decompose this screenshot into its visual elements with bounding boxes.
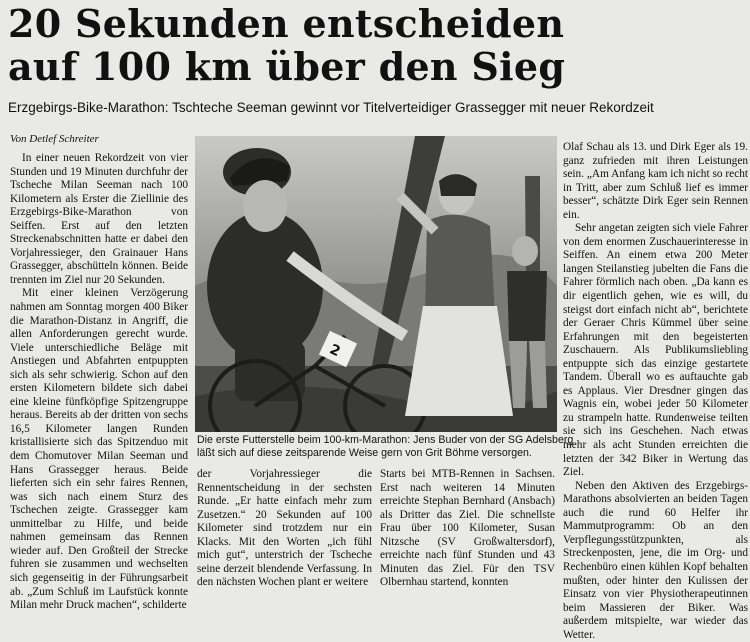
byline: Von Detlef Schreiter xyxy=(10,133,99,145)
paragraph: Mit einer kleinen Verzögerung nahmen am Sonntag morgen 400 Biker die Marathon-Distanz in Angriff, die allen Anforderungen gerecht wurde. Viele unterschiedliche Beläge mit Anstiegen und Abfahrten entpuppten sich als sehr schwierig. Schon auf den ersten Kilometern bildete sich dabei eine kleine fünfköpfige Spitzengruppe heraus. Bereits ab der dritten von sechs 16,5 Kilometer langen Runden kristallisierte sich das Spitzenduo mit dem Chomutover Milan Seeman und Hans Grassegger heraus. Beide lieferten sich ein sehr faires Rennen, was sich nach einem Sturz des Tschechen zeigte. Grassegger kam unmittelbar zu Hilfe, und beide nahmen gemeinsam das Rennen wieder auf. Den Großteil der Strecke fuhren sie zusammen und wechselten sich gegenseitig in der Führungsarbeit ab. „Zum Schluß im Laufstück konnte Milan mehr Druck machen“, schilderte xyxy=(10,287,188,612)
subheadline: Erzgebirgs-Bike-Marathon: Tschteche Seeman gewinnt vor Titelverteidiger Grassegger mit neuer Rekordzeit xyxy=(8,100,654,115)
article-column-left xyxy=(10,152,188,613)
article-column-right xyxy=(563,141,748,642)
paragraph: Starts bei MTB-Rennen in Sachsen. Erst nach weiteren 14 Minuten erreichte Stephan Bernhard (Ansbach) als Dritter das Ziel. Die schnellste Frau über 100 Kilometer, Susan Nitzsche (SV Großwaltersdorf), erreichte nach fünf Stunden und 43 Minuten das Ziel. Für den TSV Olbernhau startend, konnten xyxy=(380,468,555,589)
headline-line-2: auf 100 km über den Sieg xyxy=(8,44,566,89)
photo-caption xyxy=(197,434,574,460)
paragraph: Olaf Schau als 13. und Dirk Eger als 19. ganz zufrieden mit ihren Leistungen sein. „Am Anfang kam ich nicht so recht in Tritt, aber zum Schluß lief es immer besser“, schätzte Dirk Eger sein Rennen ein. xyxy=(563,141,748,221)
headline-line-1: 20 Sekunden entscheiden xyxy=(8,1,565,46)
caption-line-1: Die erste Futterstelle beim 100-km-Marathon: Jens Buder von der SG Adelsberg xyxy=(197,434,574,446)
race-photo xyxy=(195,136,557,432)
article-column-bottom-1 xyxy=(197,468,372,590)
paragraph: In einer neuen Rekordzeit von vier Stunden und 19 Minuten durchfuhr der Tscheche Milan Seeman nach 100 Kilometern als Erster die Ziellinie des Erzgebirgs-Bike-Marathon von Seiffen. Erst auf den letzten Streckenabschnitten hatte er dabei den Vorjahressieger, den Grainauer Hans Grassegger, abschütteln können. Beide trennten im Ziel nur 20 Sekunden. xyxy=(10,152,188,286)
headline xyxy=(8,2,748,88)
caption-line-2: läßt sich auf diese zeitsparende Weise gern von Grit Böhme versorgen. xyxy=(197,447,532,459)
paragraph: Sehr angetan zeigten sich viele Fahrer von dem enormen Zuschauerinteresse in Seiffen. An einem etwa 200 Meter langen Steilanstieg jubelten die Fans die Fahrer förmlich nach oben. „Da kann es dir eigentlich gehen, wie es will, du steigst dort einfach nicht ab“, berichtete der Geraer Chris Kümmel über seine Erfahrungen mit den begeisterten Zuschauern. Als Publikumsliebling entpuppte sich das einzige gestartete Tandem. Überall wo es auftauchte gab es Applaus. Vier Dresdner gingen das Wagnis ein, wobei jeder 50 Kilometer zu strampeln hatte. Rundenweise teilten sie sich ins Geschehen. Nach etwas mehr als acht Stunden erreichten die letzten der 342 Biker in Wertung das Ziel. xyxy=(563,222,748,479)
race-photo-image xyxy=(195,136,557,432)
paragraph: der Vorjahressieger die Rennentscheidung in der sechsten Runde. „Er hatte einfach mehr zum Zusetzen.“ 20 Sekunden auf 100 Kilometer sind trotzdem nur ein Klacks. Mit den Worten „ich fühl mich gut“, unterstrich der Tscheche seine derzeit blendende Verfassung. In den nächsten Wochen plant er weitere xyxy=(197,468,372,589)
paragraph: Neben den Aktiven des Erzgebirgs-Marathons absolvierten an beiden Tagen auch die rund 60 Helfer ihr Mammutprogramm: Ob an den Verpflegungsstützpunkten, als Streckenposten, jene, die im Org- und Rechenbüro einen kühlen Kopf behalten mußten, oder hinter den Kulissen der Einsatz von vier Physiotherapeutinnen beim Massieren der Biker. Was außerdem mitspielte, war wieder das Wetter. xyxy=(563,479,748,641)
race-number: 2 xyxy=(327,341,343,361)
article-column-bottom-2 xyxy=(380,468,555,590)
